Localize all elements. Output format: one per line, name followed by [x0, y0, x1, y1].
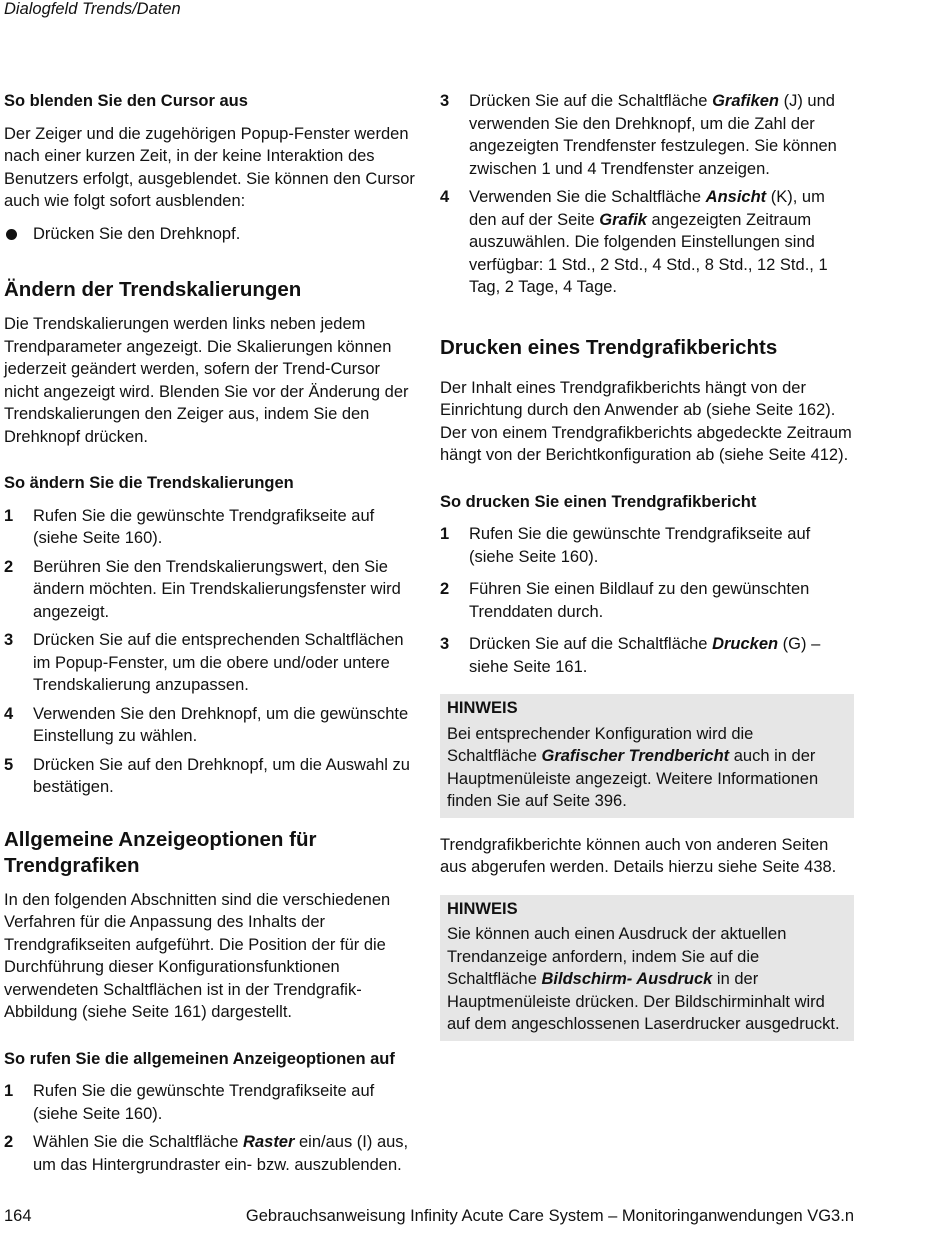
- drucken-button-label: Drucken: [712, 635, 779, 653]
- note-text: Bei entsprechender Konfiguration wird die Schaltfläche Grafischer Trendbericht auch in der Hauptmenüleiste angezeigt. Weitere Informationen finden Sie auf Seite 396.: [447, 724, 819, 810]
- scale-paragraph: Die Trendskalierungen werden links neben jedem Trendparameter angezeigt. Die Skalierungen können jederzeit geändert werden, sofern der Trend-Cursor nicht angezeigt wird. Blenden Sie vor der Änderung der Trendskalierungen den Zeiger aus, indem Sie den Drehknopf drücken.: [4, 315, 409, 446]
- grafiken-button-label: Grafiken: [712, 92, 780, 110]
- note-title: HINWEIS: [447, 899, 518, 918]
- list-item: 3 Drücken Sie auf die entsprechenden Schaltflächen im Popup-Fenster, um die obere und/oder untere Trendskalierung anzupassen.: [4, 631, 404, 694]
- list-item: 2 Führen Sie einen Bildlauf zu den gewünschten Trenddaten durch.: [440, 580, 810, 621]
- right-column: [440, 90, 854, 1057]
- raster-button-label: Raster: [243, 1133, 295, 1151]
- list-item: 5 Drücken Sie auf den Drehknopf, um die Auswahl zu bestätigen.: [4, 755, 410, 796]
- list-item: 3 Drücken Sie auf die Schaltfläche Grafiken (J) und verwenden Sie den Drehknopf, um die Zahl der angezeigten Trendfenster festzulegen. Sie können zwischen 1 und 4 Trendfenster anzeigen.: [440, 92, 837, 178]
- list-item: 4 Verwenden Sie die Schaltfläche Ansicht (K), um den auf der Seite Grafik angezeigten Zeitraum auszuwählen. Die folgenden Einstellungen sind verfügbar: 1 Std., 2 Std., 4 Std., 8 Std., 12 Std., 1 Tag, 2 Tage, 4 Tage.: [440, 188, 828, 296]
- running-header: Dialogfeld Trends/Daten: [4, 0, 181, 18]
- print-steps: [440, 523, 854, 678]
- screen-print-button-label: Bildschirm- Ausdruck: [541, 970, 713, 988]
- list-item: 2 Wählen Sie die Schaltfläche Raster ein/aus (I) aus, um das Hintergrundraster ein- bzw. auszublenden.: [4, 1133, 409, 1174]
- cursor-bullet: [4, 223, 418, 246]
- ansicht-button-label: Ansicht: [705, 188, 767, 206]
- cursor-paragraph: Der Zeiger und die zugehörigen Popup-Fenster werden nach einer kurzen Zeit, in der keine Interaktion des Benutzers erfolgt, ausgeblendet. Sie können den Cursor auch wie folgt sofort ausblenden:: [4, 124, 415, 210]
- display-heading: So rufen Sie die allgemeinen Anzeigeoptionen auf: [4, 1049, 395, 1068]
- footer-title: Gebrauchsanweisung Infinity Acute Care System – Monitoringanwendungen VG3.n: [245, 1207, 854, 1225]
- scale-heading: So ändern Sie die Trendskalierungen: [4, 474, 294, 492]
- note-text: Sie können auch einen Ausdruck der aktuellen Trendanzeige anfordern, indem Sie auf die Schaltfläche Bildschirm- Ausdruck in der Hauptmenüleiste drücken. Der Bildschirminhalt wird auf dem angeschlossenen Laserdrucker ausgedruckt.: [447, 925, 840, 1033]
- display-steps: [4, 1080, 418, 1176]
- report-access-paragraph: Trendgrafikberichte können auch von anderen Seiten aus abgerufen werden. Details hierzu siehe Seite 438.: [440, 835, 837, 876]
- note-box: [440, 694, 854, 818]
- list-item: 4 Verwenden Sie den Drehknopf, um die gewünschte Einstellung zu wählen.: [4, 704, 409, 745]
- cursor-heading: So blenden Sie den Cursor aus: [4, 92, 248, 110]
- cursor-bullet-text: Drücken Sie den Drehknopf.: [33, 224, 241, 243]
- list-item: 1 Rufen Sie die gewünschte Trendgrafikseite auf (siehe Seite 160).: [440, 525, 811, 566]
- display-steps-continued: [440, 90, 854, 299]
- print-heading: So drucken Sie einen Trendgrafikbericht: [440, 492, 757, 511]
- list-item: 1 Rufen Sie die gewünschte Trendgrafikseite auf (siehe Seite 160).: [4, 1082, 375, 1123]
- display-paragraph: In den folgenden Abschnitten sind die verschiedenen Verfahren für die Anpassung des Inhalts der Trendgrafikseiten aufgeführt. Die Position der für die Durchführung dieser Konfigurationsfunktionen verwendeten Schaltflächen ist in der Trendgrafik-Abbildung (siehe Seite 161) dargestellt.: [4, 890, 391, 1021]
- list-item: 1 Rufen Sie die gewünschte Trendgrafikseite auf (siehe Seite 160).: [4, 506, 375, 547]
- print-paragraph: Der Inhalt eines Trendgrafikberichts hängt von der Einrichtung durch den Anwender ab (siehe Seite 162). Der von einem Trendgrafikberichts abgedeckte Zeitraum hängt von der Berichtkonfiguration ab (siehe Seite 412).: [440, 378, 852, 464]
- print-section-title: Drucken eines Trendgrafikberichts: [440, 335, 778, 359]
- trendbericht-button-label: Grafischer Trendbericht: [541, 747, 730, 765]
- list-item: 3 Drücken Sie auf die Schaltfläche Drucken (G) – siehe Seite 161.: [440, 635, 821, 676]
- left-column: [4, 90, 418, 1182]
- note-box: [440, 895, 854, 1041]
- scale-section-title: Ändern der Trendskalierungen: [4, 278, 302, 301]
- display-section-title: Allgemeine Anzeigeoptionen für Trendgrafiken: [4, 827, 317, 877]
- bullet-dot-icon: [6, 229, 17, 240]
- grafik-page-label: Grafik: [599, 210, 647, 229]
- note-title: HINWEIS: [447, 699, 518, 717]
- page-number: 164: [4, 1207, 32, 1225]
- scale-steps: [4, 505, 418, 799]
- list-item: 2 Berühren Sie den Trendskalierungswert, den Sie ändern möchten. Ein Trendskalierungsfenster wird angezeigt.: [4, 557, 401, 621]
